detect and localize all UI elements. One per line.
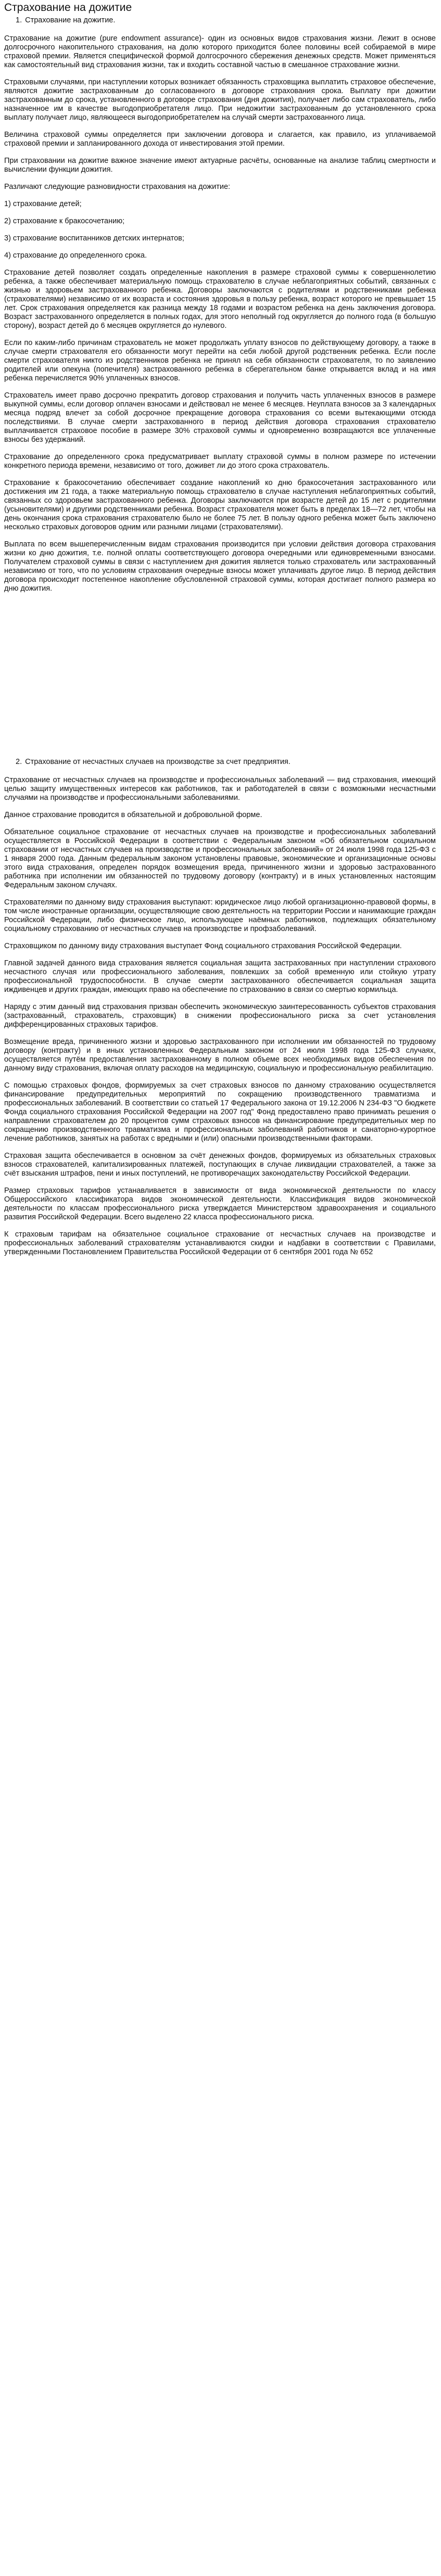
section-1-heading: [16, 16, 436, 25]
paragraph: Страхование на дожитие (pure endowment assurance)- один из основных видов страхования жизни. Лежит в основе долгосрочного накопительного страхования, на долю которого приходится более половины всей собираемой в мире страховой премии. Является специфической формой долгосрочного сбережения денежных средств. Может применяться как самостоятельный вид страхования жизни, так и входить составной частью в смешанное страхование жизни.: [4, 34, 436, 69]
paragraph: К страховым тарифам на обязательное социальное страхование от несчастных случаев на производстве и профессиональных заболеваний страхователям устанавливаются скидки и надбавки в соответствии с Правилами, утвержденными Постановлением Правительства Российской Федерации от 6 сентября 2001 года № 652: [4, 1230, 436, 1256]
paragraph: С помощью страховых фондов, формируемых за счет страховых взносов по данному страхованию осуществляется финансирование предупредительных мероприятий по сокращению производственного травматизма и профессиональных заболеваний. В соответствии со статьей 17 Федерального закона от 19.12.2006 N 234-ФЗ "О бюджете Фонда социального страхования Российской Федерации на 2007 год" Фонд предоставлено право принимать решения о направлении страхователем до 20 процентов сумм страховых взносов на финансирование предупредительных мер по сокращению производственного травматизма и профессиональных заболеваний работников и санаторно-курортное лечение работников, занятых на работах с вредными и (или) опасными производственными факторами.: [4, 1081, 436, 1143]
section-1-heading-text: Страхование на дожитие.: [25, 16, 116, 24]
paragraph: Страхователь имеет право досрочно прекратить договор страхования и получить часть уплаченных взносов в размере выкупной суммы, если договор оплачен взносами и действовал не менее 6 месяцев. Неуплата взносов за 3 календарных месяца подряд влечет за собой досрочное прекращение договора страхования со всеми вытекающими отсюда последствиями. В случае смерти застрахованного в период действия договора страхования страхователю выплачивается страховое пособие в размере 30% страховой суммы и одновременно возвращаются все уплаченные взносы без удержаний.: [4, 391, 436, 444]
section-2-body: [4, 776, 436, 1257]
paragraph: Если по каким-либо причинам страхователь не может продолжать уплату взносов по действующему договору, а также в случае смерти страхователя его обязанности могут перейти на себя любой другой родственник ребенка. Если после смерти страхователя никто из родственников ребенка не принял на себя обязанности страхователя, то по заявлению родителей или опекуна (попечителя) застрахованного ребенка в сберегательном банке открывается вклад и на имя ребенка перечисляется 90% уплаченных взносов.: [4, 339, 436, 382]
paragraph: Страхование до определенного срока предусматривает выплату страховой суммы в полном размере по истечении конкретного периода времени, независимо от того, доживет ли до этого срока страхователь.: [4, 453, 436, 470]
paragraph: Страховая защита обеспечивается в основном за счёт денежных фондов, формируемых из обязательных страховых взносов страхователей, капитализированных платежей, поступающих в случае ликвидации страхователей, а также за счёт взыскания штрафов, пени и иных поступлений, не противоречащих законодательству Российской Федерации.: [4, 1152, 436, 1178]
paragraph: Данное страхование проводится в обязательной и добровольной форме.: [4, 811, 262, 819]
blank-space: [4, 602, 436, 758]
paragraph: Выплата по всем вышеперечисленным видам страхования производится при условии действия договора страхования жизни ко дню дожития, т.е. полной оплаты соответствующего договора очередными или единовременными взносами. Получателем страховой суммы в связи с наступлением дня дожития является только страхователь или застрахованный независимо от того, что по условиям страхования очередные взносы может уплачивать другое лицо. В период действия договора происходит постепенное накопление обусловленной страховой суммы, которая достигает полного размера ко дню дожития.: [4, 540, 436, 593]
paragraph: Страхователями по данному виду страхования выступают: юридическое лицо любой организационно-правовой формы, в том числе иностранные организации, осуществляющие свою деятельность на территории России и нанимающие граждан Российской Федерации, либо физическое лицо, использующее наёмных работников, подлежащих обязательному социальному страхованию от несчастных случаев на производстве и профзаболеваний.: [4, 898, 436, 933]
paragraph: Обязательное социальное страхование от несчастных случаев на производстве и профессиональных заболеваний осуществляется в Российской Федерации в соответствии с Федеральным законом «Об обязательном социальном страховании от несчастных случаев на производстве и профессиональных заболеваний» от 24 июля 1998 года 125-ФЗ с 1 января 2000 года. Данным федеральным законом установлены правовые, экономические и организационные основы этого вида страхования, определен порядок возмещения вреда, причиненного жизни и здоровью застрахованного работника при исполнении им обязанностей по трудовому договору (контракту) и в иных установленных настоящим Федеральным законом случаях.: [4, 828, 436, 889]
section-1-number: 1.: [16, 16, 22, 24]
section-1-body: [4, 34, 436, 593]
paragraph: При страховании на дожитие важное значение имеют актуарные расчёты, основанные на анализе таблиц смертности и вычислении функции дожития.: [4, 157, 436, 174]
section-2: [4, 758, 436, 1257]
paragraph: Наряду с этим данный вид страхования призван обеспечить экономическую заинтересованность субъектов страхования (застрахованный, страхователь, страховщик) в снижении профессионального риска за счет установления дифференцированных страховых тарифов.: [4, 1003, 436, 1029]
document-page: [0, 0, 441, 1276]
list-item: 4) страхование до определенного срока.: [4, 251, 147, 260]
section-2-number: 2.: [16, 758, 22, 766]
paragraph: Главной задачей данного вида страхования является социальная защита застрахованных при наступлении страхового несчастного случая или профессионального заболевания, повлекших за собой временную или стойкую утрату профессиональной трудоспособности. В случае смерти застрахованного обеспечивается социальная защита иждивенцев и других граждан, имеющих право на обеспечение по страхованию в связи со смертью кормильца.: [4, 959, 436, 994]
list-item: 3) страхование воспитанников детских интернатов;: [4, 234, 184, 243]
section-2-heading-text: Страхование от несчастных случаев на производстве за счет предприятия.: [25, 758, 291, 766]
paragraph: Страховыми случаями, при наступлении которых возникает обязанность страховщика выплатить страховое обеспечение, являются дожитие застрахованным до согласованного в договоре страхования срока. Выплату при дожитии застрахованным до срока, установленного в договоре страхования (дня дожития), получает либо сам страхователь, либо назначенное им в качестве выгодоприобретателя лицо. При недожитии застрахованным до установленного срока выплату получает лицо, являющееся выгодоприобретателем на случай смерти застрахованного лица.: [4, 78, 436, 122]
paragraph: Возмещение вреда, причиненного жизни и здоровью застрахованного при исполнении им обязанностей по трудовому договору (контракту) и в иных установленных Федеральным законом от 24 июля 1998 года 125-ФЗ случаях, осуществляется путём предоставления застрахованному в полном объеме всех необходимых видов обеспечения по данному виду страхования, включая оплату расходов на медицинскую, социальную и профессиональную реабилитацию.: [4, 1038, 436, 1073]
paragraph: Различают следующие разновидности страхования на дожитие:: [4, 183, 231, 191]
paragraph: Страхование от несчастных случаев на производстве и профессиональных заболеваний — вид страхования, имеющий целью защиту имущественных интересов как работников, так и работодателей в связи с возможными несчастными случаями на производстве и профессиональными заболеваниями.: [4, 776, 436, 802]
page-title: Страхование на дожитие: [4, 2, 132, 14]
list-item: 1) страхование детей;: [4, 200, 82, 208]
section-2-heading: [16, 758, 436, 767]
paragraph: Страхование к бракосочетанию обеспечивает создание накоплений ко дню бракосочетания застрахованного или достижения им 21 года, а также материальную помощь страхователю в случае наступления неблагоприятных событий, связанных со здоровьем застрахованного ребенка. Договоры заключаются при возрасте детей до 15 лет с родителями (усыновителями) и другими родственниками ребенка. Возраст страхователя может быть в пределах 18—72 лет, чтобы на день окончания срока страхования страхователю было не более 75 лет. В пользу одного ребенка может быть заключено несколько страховых договоров одним или разными лицами (страхователями).: [4, 479, 436, 531]
paragraph: Страхование детей позволяет создать определенные накопления в размере страховой суммы к совершеннолетию ребенка, а также обеспечивает материальную помощь страхователю в случае неблагоприятных событий, связанных с жизнью и здоровьем застрахованного ребенка. Договоры заключаются с родителями и родственниками ребенка (страхователями) независимо от их возраста и состояния здоровья в пользу ребенка, возраст которого не превышает 15 лет. Срок страхования определяется как разница между 18 годами и возрастом ребенка на день заключения договора. Возраст застрахованного определяется в полных годах, для этого неполный год округляется до полного года (в большую сторону), возраст детей до 6 месяцев округляется до нулевого.: [4, 269, 436, 330]
paragraph: Страховщиком по данному виду страхования выступает Фонд социального страхования Российской Федерации.: [4, 942, 402, 950]
paragraph: Размер страховых тарифов устанавливается в зависимости от вида экономической деятельности по классу Общероссийского классификатора видов экономической деятельности. Классификация видов экономической деятельности по классам профессионального риска утверждается Министерством здравоохранения и социального развития Российской Федерации. Всего выделено 22 класса профессионального риска.: [4, 1187, 436, 1221]
paragraph: Величина страховой суммы определяется при заключении договора и слагается, как правило, из уплачиваемой страховой премии и запланированного дохода от инвестирования этой премии.: [4, 131, 436, 148]
list-item: 2) страхование к бракосочетанию;: [4, 217, 125, 225]
